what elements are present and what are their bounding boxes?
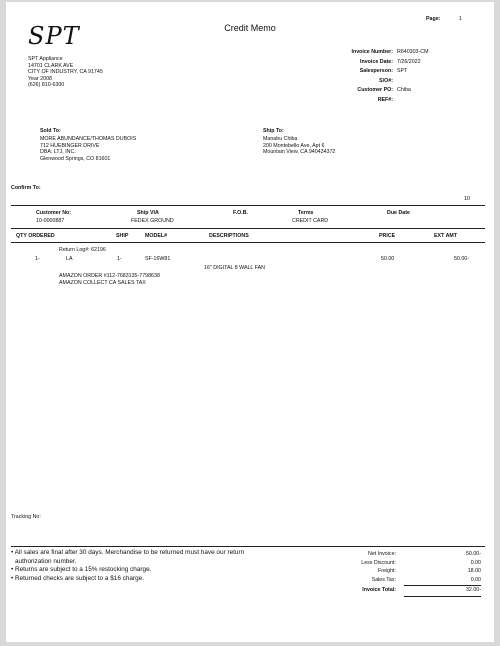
- invoice-info-label: Customer PO:: [357, 87, 393, 94]
- column-header-bottom-rule: [11, 242, 485, 243]
- totals-label: Net Invoice:: [368, 551, 396, 557]
- ship-via-label: Ship VIA: [137, 210, 159, 216]
- column-header-top-rule: [11, 228, 485, 229]
- invoice-info-row: [326, 68, 486, 78]
- item-qty: 1-: [35, 256, 40, 262]
- credit-memo-page: [6, 2, 494, 642]
- terms-line: authorization number.: [15, 557, 77, 565]
- tracking-label: Tracking No:: [11, 514, 41, 520]
- totals-row: [326, 568, 481, 577]
- ship-to-address: [263, 136, 335, 156]
- item-location: LA: [66, 256, 73, 262]
- order-note: AMAZON COLLECT CA SALES TAX: [59, 279, 146, 286]
- col-qty-ordered: QTY ORDERED: [16, 233, 55, 239]
- company-line: (626) 810-6300: [28, 82, 65, 89]
- sold-to-line: DBA: LTJ, INC.: [40, 149, 76, 156]
- invoice-total-value: 32.00-: [465, 587, 481, 594]
- item-ext-amount: 50.00-: [454, 256, 470, 262]
- footer-rule: [11, 546, 485, 547]
- totals-row: [326, 560, 481, 569]
- terms-line: • Returned checks are subject to a $16 charge.: [11, 574, 144, 582]
- terms-line: • All sales are final after 30 days. Merchandise to be returned must have our return: [11, 549, 245, 556]
- sold-to-label: Sold To:: [40, 128, 61, 134]
- document-title: Credit Memo: [224, 23, 276, 33]
- company-line: SPT Appliance: [28, 56, 63, 62]
- order-note: AMAZON ORDER #112-7683135-7798638: [59, 273, 160, 279]
- customer-no-value: 10-0000887: [36, 218, 65, 224]
- invoice-info-value: Chiba: [397, 87, 411, 94]
- invoice-info-row: [326, 87, 486, 97]
- due-date-label: Due Date: [387, 210, 410, 216]
- totals-value: 18.00: [467, 568, 481, 575]
- invoice-info-row: [326, 78, 486, 88]
- totals-label: Less Discount:: [361, 559, 396, 566]
- invoice-info-label: REF#:: [377, 96, 393, 103]
- ship-to-line: Manabu Chiba: [263, 136, 298, 142]
- totals-block: [326, 551, 481, 598]
- page-number: 1: [459, 16, 462, 22]
- item-price: 50.00: [381, 256, 395, 262]
- terms-and-conditions: [11, 549, 244, 583]
- ship-to-label: Ship To:: [263, 128, 284, 134]
- totals-value: 50.00-: [465, 551, 481, 557]
- terms-value: CREDIT CARD: [292, 218, 329, 224]
- sold-to-line: 712 HUEBINGER DRIVE: [40, 142, 100, 149]
- confirm-to-label: Confirm To:: [11, 185, 41, 191]
- invoice-info-label: Salesperson:: [359, 68, 393, 75]
- spt-logo: SPT: [28, 22, 80, 50]
- company-address: [28, 56, 103, 89]
- company-line: 14701 CLARK AVE: [28, 62, 74, 69]
- sold-to-line: Glenwood Springs, CO 81601: [40, 155, 111, 162]
- sold-to-line: MORE ABUNDANCE/THOMAS DUBOIS: [40, 136, 137, 142]
- item-model: SF-16W81: [145, 256, 171, 262]
- company-line: Year 2008: [28, 75, 52, 82]
- customer-no-label: Customer No:: [36, 210, 72, 216]
- order-notes: [59, 273, 160, 286]
- totals-row: [326, 551, 481, 560]
- invoice-info-value: 7/26/2022: [397, 58, 421, 65]
- return-log: Return Log#: 62196: [59, 247, 106, 253]
- ship-to-line: 200 Montebello Ave, Apt 6: [263, 142, 325, 149]
- terms-label: Terms: [298, 210, 314, 216]
- fob-label: F.O.B.: [233, 210, 249, 216]
- ship-to-line: Mountain View, CA 940434372: [263, 149, 336, 156]
- invoice-info-label: S/O#:: [379, 77, 393, 84]
- col-descriptions: DESCRIPTIONS: [209, 233, 249, 239]
- col-ship: SHIP: [116, 233, 129, 239]
- invoice-info-row: [326, 49, 486, 59]
- ship-via-value: FEDEX GROUND: [131, 218, 174, 224]
- invoice-total-label: Invoice Total:: [362, 587, 396, 594]
- col-price: PRICE: [379, 233, 396, 239]
- invoice-info-value: R640303-CM: [397, 49, 429, 55]
- terms-line: • Returns are subject to a 15% restocking charge.: [11, 566, 152, 574]
- invoice-info-row: [326, 59, 486, 69]
- col-ext-amt: EXT AMT: [434, 233, 458, 239]
- totals-label: Freight:: [378, 568, 396, 575]
- order-header-top-rule: [11, 205, 485, 206]
- invoice-total-row: [326, 587, 481, 596]
- small-number: 10: [464, 196, 470, 202]
- item-description: 16" DIGITAL 8 WALL FAN: [204, 265, 265, 271]
- invoice-info-label: Invoice Number:: [351, 49, 393, 55]
- sold-to-address: [40, 136, 136, 162]
- totals-value: 0.00: [470, 559, 481, 566]
- page-label: Page:: [426, 16, 441, 22]
- col-model: MODEL#: [145, 233, 168, 239]
- totals-row: [326, 577, 481, 586]
- invoice-info-row: [326, 97, 486, 107]
- invoice-info-value: SPT: [397, 68, 408, 75]
- invoice-info-label: Invoice Date:: [360, 58, 393, 65]
- totals-value: 0.00: [470, 576, 481, 583]
- invoice-total-rule: [404, 596, 481, 598]
- item-ship: 1-: [117, 256, 122, 262]
- invoice-info: [326, 49, 486, 107]
- company-line: CITY OF INDUSTRY, CA 91745: [28, 69, 103, 76]
- totals-label: Sales Tax:: [371, 576, 396, 583]
